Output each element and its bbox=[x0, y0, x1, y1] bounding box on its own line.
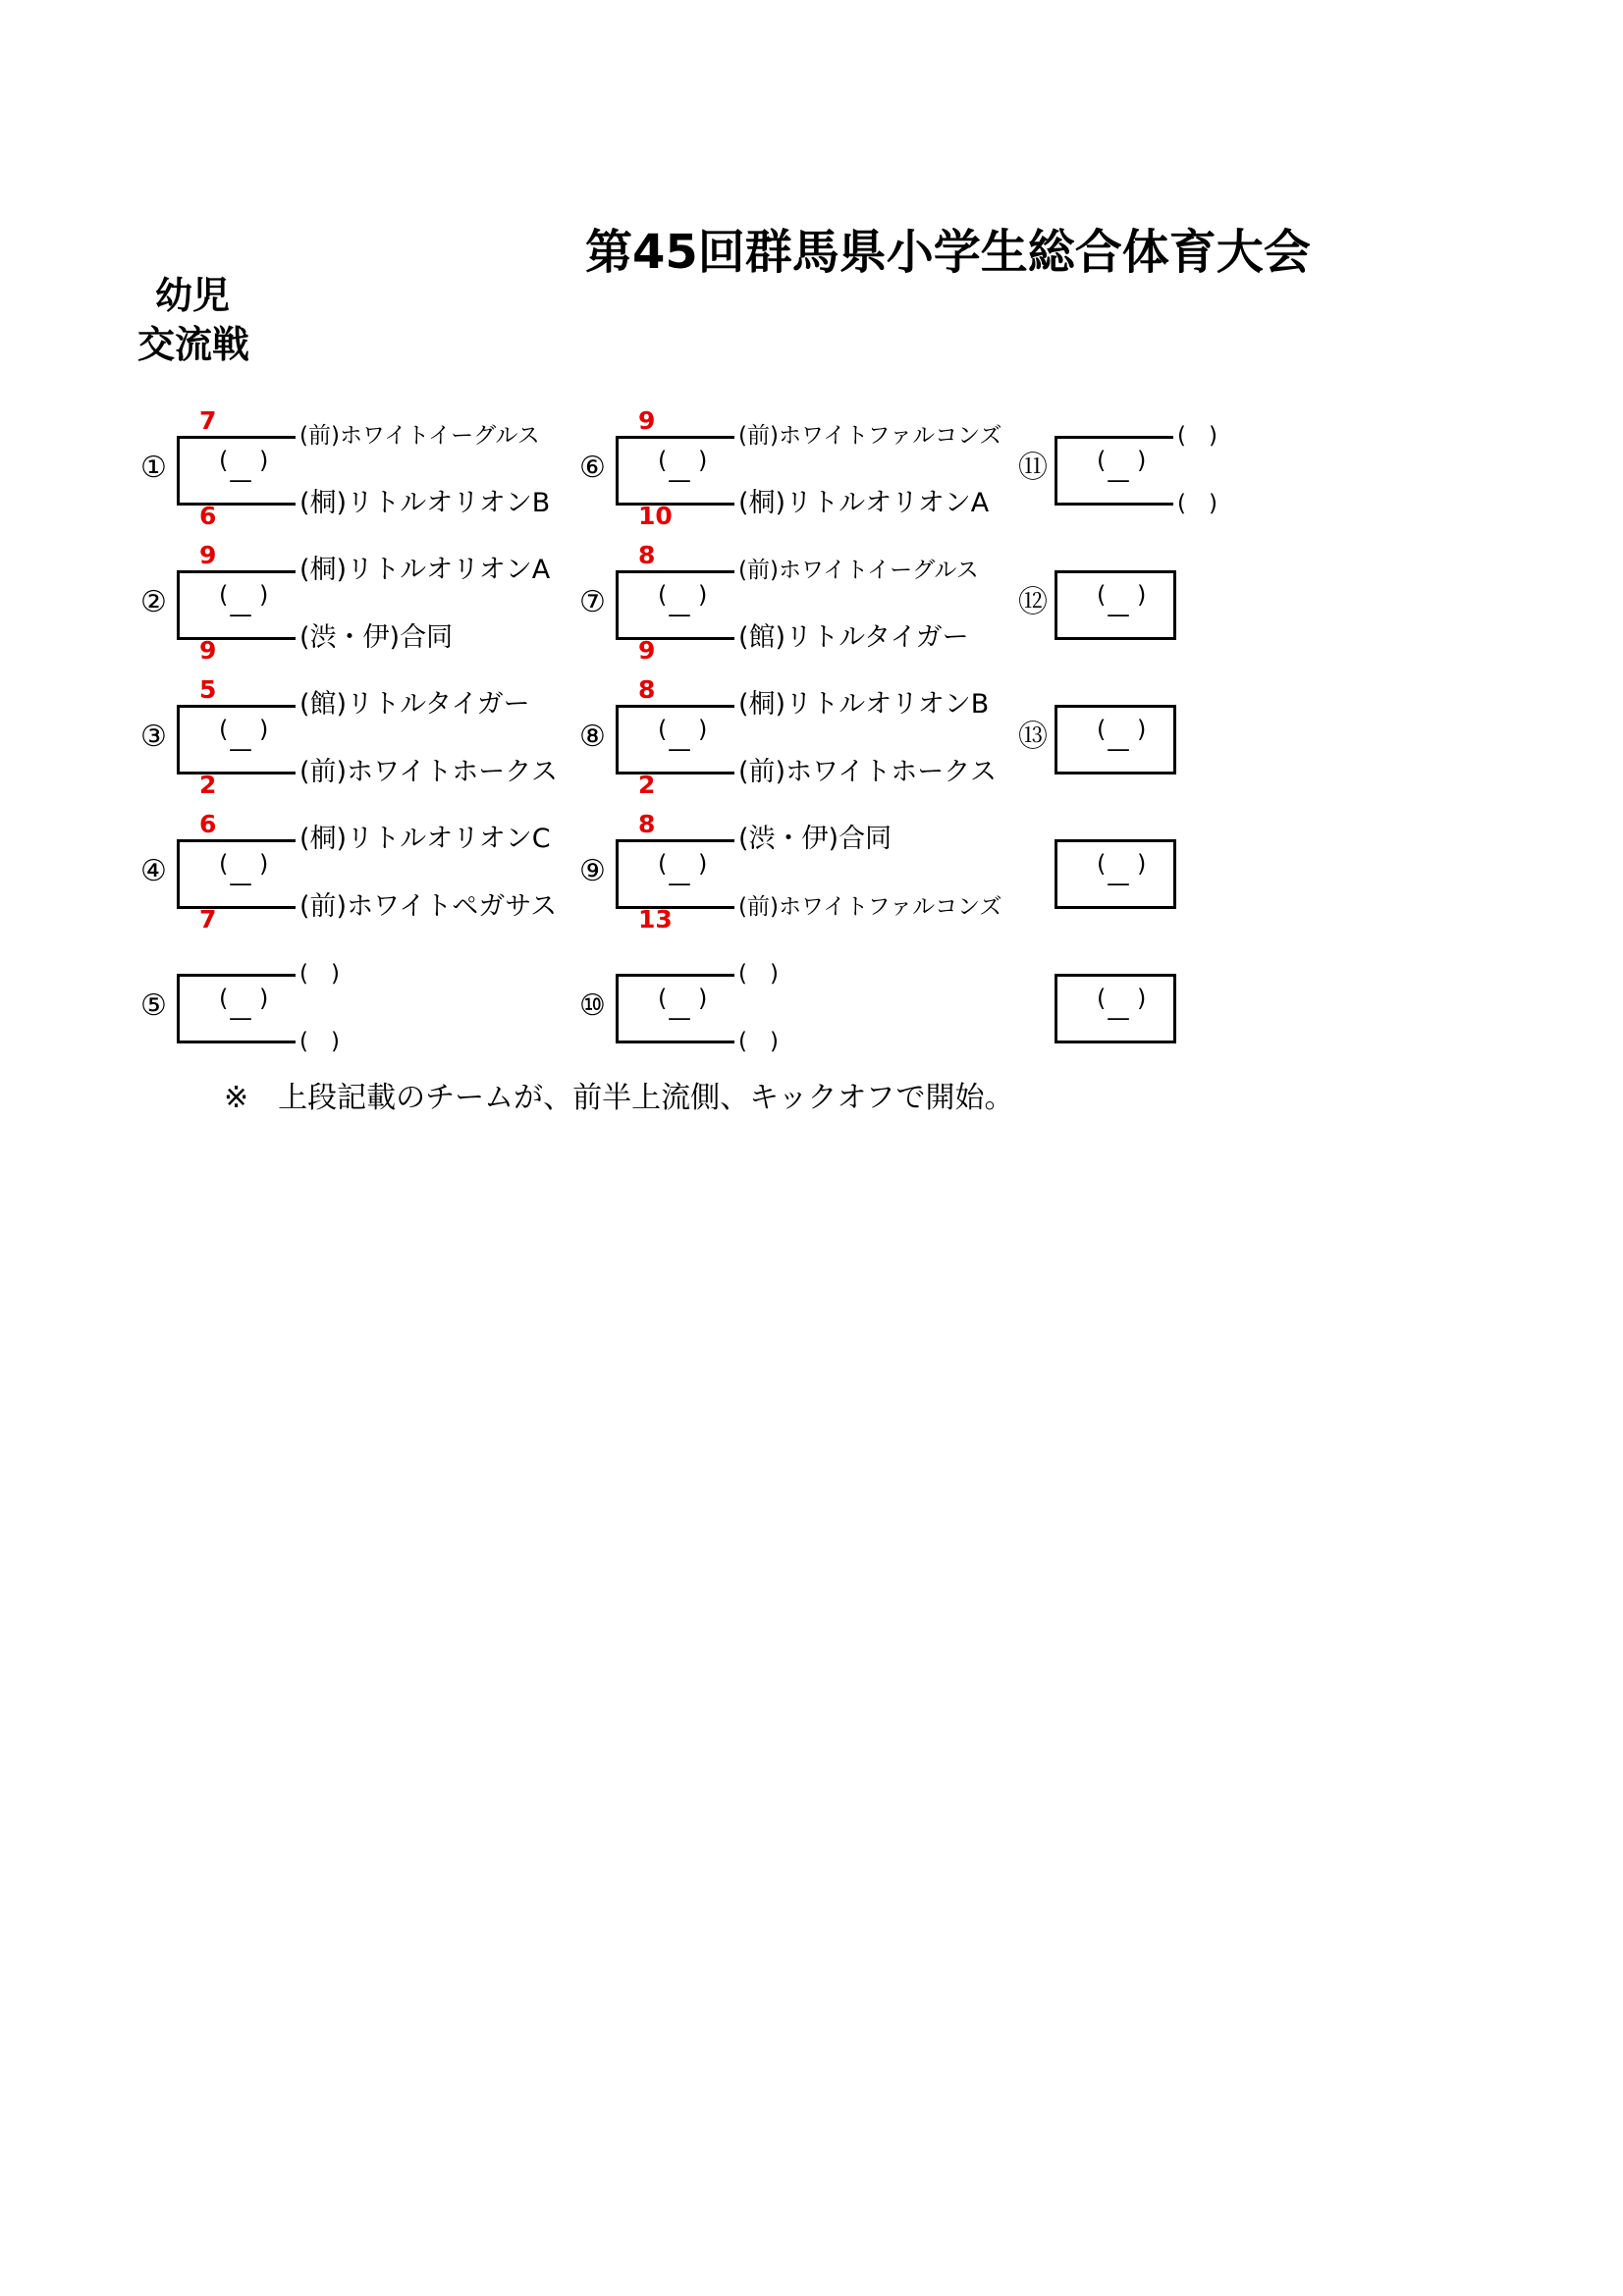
top-score: 7 bbox=[199, 406, 217, 435]
top-team: ( ) bbox=[1177, 423, 1217, 449]
match-number: ③ bbox=[140, 720, 167, 754]
bottom-team: (桐)リトルオリオンA bbox=[738, 488, 990, 518]
bracket-paren: ( ) bbox=[658, 447, 708, 474]
bottom-score: 6 bbox=[199, 502, 217, 530]
bracket-paren: ( ) bbox=[1097, 716, 1147, 743]
bottom-team: ( ) bbox=[299, 1029, 340, 1054]
bottom-team: (館)リトルタイガー bbox=[738, 622, 969, 653]
bracket-dash: — bbox=[229, 1004, 252, 1032]
bottom-team: (前)ホワイトホークス bbox=[738, 757, 997, 787]
match-number: ⑦ bbox=[579, 585, 606, 619]
bracket-box bbox=[616, 570, 734, 640]
match-number: ② bbox=[140, 585, 167, 619]
top-team: (桐)リトルオリオンB bbox=[738, 689, 990, 720]
bottom-team: (前)ホワイトファルコンズ bbox=[738, 894, 1002, 920]
bracket-box bbox=[177, 570, 296, 640]
bracket-paren: ( ) bbox=[658, 716, 708, 743]
bracket-box bbox=[177, 436, 296, 506]
bottom-score: 13 bbox=[638, 905, 673, 934]
bracket-dash: — bbox=[668, 1004, 691, 1032]
top-team: ( ) bbox=[299, 961, 340, 987]
bracket-paren: ( ) bbox=[658, 985, 708, 1012]
top-team: (前)ホワイトファルコンズ bbox=[738, 423, 1002, 449]
bracket-box bbox=[616, 705, 734, 774]
bracket-paren: ( ) bbox=[658, 850, 708, 878]
top-team: ( ) bbox=[738, 961, 779, 987]
match-1 bbox=[140, 406, 572, 530]
match-6 bbox=[579, 406, 1011, 530]
bracket-dash: — bbox=[1107, 1004, 1130, 1032]
match-8 bbox=[579, 675, 1011, 799]
bracket-box bbox=[616, 436, 734, 506]
division-label-2: 交流戦 bbox=[137, 323, 250, 366]
match-9 bbox=[579, 810, 1011, 934]
top-score: 8 bbox=[638, 675, 656, 704]
match-number: ⑪ bbox=[1018, 451, 1048, 485]
bracket-dash: — bbox=[668, 870, 691, 897]
bracket-dash: — bbox=[668, 466, 691, 494]
match-3 bbox=[140, 675, 572, 799]
top-score: 8 bbox=[638, 541, 656, 569]
bottom-score: 2 bbox=[199, 771, 217, 799]
match-13 bbox=[1018, 699, 1450, 797]
match-5 bbox=[140, 961, 572, 1066]
bracket-box bbox=[1055, 705, 1176, 774]
bottom-score: 9 bbox=[638, 636, 656, 665]
bottom-score: 10 bbox=[638, 502, 673, 530]
bracket-box bbox=[177, 974, 296, 1043]
bottom-team: (前)ホワイトペガサス bbox=[299, 891, 558, 922]
bracket-paren: ( ) bbox=[219, 850, 269, 878]
match-4 bbox=[140, 810, 572, 934]
bracket-box bbox=[1055, 436, 1173, 506]
top-team: (桐)リトルオリオンA bbox=[299, 555, 551, 585]
top-score: 9 bbox=[199, 541, 217, 569]
division-label: 幼児 bbox=[155, 274, 231, 317]
bracket-paren: ( ) bbox=[1097, 985, 1147, 1012]
bottom-team: (渋・伊)合同 bbox=[299, 622, 454, 653]
top-team: (前)ホワイトイーグルス bbox=[738, 558, 979, 583]
bracket-box bbox=[1055, 974, 1176, 1043]
top-team: (渋・伊)合同 bbox=[738, 824, 893, 854]
match-number: ⑬ bbox=[1018, 720, 1048, 754]
bracket-box bbox=[177, 705, 296, 774]
match-12 bbox=[1018, 564, 1450, 663]
bracket-dash: — bbox=[229, 735, 252, 763]
match-number: ⑩ bbox=[579, 988, 606, 1023]
bracket-paren: ( ) bbox=[219, 581, 269, 609]
bottom-team: (桐)リトルオリオンB bbox=[299, 488, 551, 518]
top-score: 8 bbox=[638, 810, 656, 838]
top-score: 9 bbox=[638, 406, 656, 435]
top-team: (館)リトルタイガー bbox=[299, 689, 530, 720]
match-11 bbox=[1018, 423, 1450, 528]
bottom-score: 2 bbox=[638, 771, 656, 799]
bottom-score: 9 bbox=[199, 636, 217, 665]
bracket-dash: — bbox=[1107, 870, 1130, 897]
top-score: 6 bbox=[199, 810, 217, 838]
bottom-team: (前)ホワイトホークス bbox=[299, 757, 558, 787]
bracket-dash: — bbox=[668, 735, 691, 763]
bracket-paren: ( ) bbox=[1097, 447, 1147, 474]
match-15 bbox=[1018, 968, 1450, 1066]
top-team: (桐)リトルオリオンC bbox=[299, 824, 551, 854]
match-number: ⑥ bbox=[579, 451, 606, 485]
page-title: 第45回群馬県小学生総合体育大会 bbox=[585, 225, 1311, 280]
match-number: ⑫ bbox=[1018, 585, 1048, 619]
bracket-dash: — bbox=[229, 466, 252, 494]
footer-note: ※ 上段記載のチームが、前半上流側、キックオフで開始。 bbox=[224, 1081, 1014, 1115]
match-10 bbox=[579, 961, 1011, 1066]
bracket-box bbox=[1055, 839, 1176, 909]
top-team: (前)ホワイトイーグルス bbox=[299, 423, 540, 449]
bracket-paren: ( ) bbox=[1097, 581, 1147, 609]
bottom-team: ( ) bbox=[1177, 491, 1217, 516]
bracket-dash: — bbox=[1107, 735, 1130, 763]
match-14 bbox=[1018, 833, 1450, 932]
bracket-paren: ( ) bbox=[1097, 850, 1147, 878]
bottom-score: 7 bbox=[199, 905, 217, 934]
bracket-box bbox=[616, 974, 734, 1043]
bracket-paren: ( ) bbox=[219, 716, 269, 743]
match-number: ⑤ bbox=[140, 988, 167, 1023]
bracket-dash: — bbox=[229, 870, 252, 897]
bracket-dash: — bbox=[1107, 601, 1130, 628]
bracket-dash: — bbox=[1107, 466, 1130, 494]
match-number: ④ bbox=[140, 854, 167, 888]
bracket-box bbox=[177, 839, 296, 909]
bracket-box bbox=[616, 839, 734, 909]
match-number: ⑨ bbox=[579, 854, 606, 888]
match-number: ⑧ bbox=[579, 720, 606, 754]
bracket-paren: ( ) bbox=[219, 985, 269, 1012]
top-score: 5 bbox=[199, 675, 217, 704]
bottom-team: ( ) bbox=[738, 1029, 779, 1054]
bracket-dash: — bbox=[229, 601, 252, 628]
bracket-box bbox=[1055, 570, 1176, 640]
match-number: ① bbox=[140, 451, 167, 485]
bracket-paren: ( ) bbox=[658, 581, 708, 609]
match-7 bbox=[579, 541, 1011, 665]
bracket-dash: — bbox=[668, 601, 691, 628]
bracket-paren: ( ) bbox=[219, 447, 269, 474]
match-2 bbox=[140, 541, 572, 665]
